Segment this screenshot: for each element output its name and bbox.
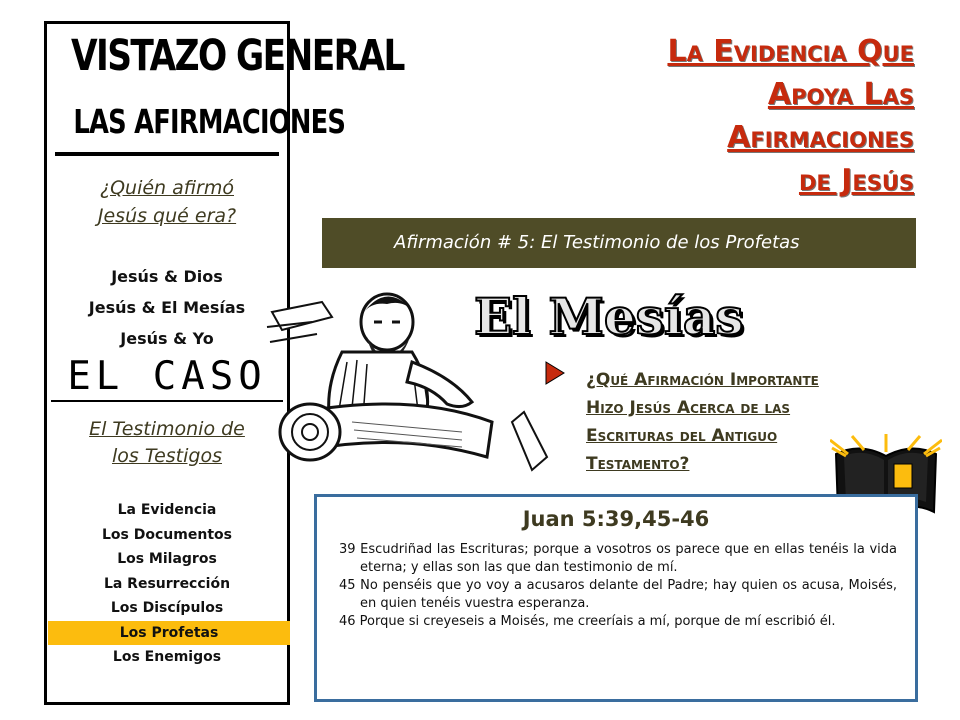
sidebar-item-resurrection[interactable]: La Resurrección xyxy=(103,575,231,592)
sidebar-item-miracles[interactable]: Los Milagros xyxy=(117,551,217,567)
sidebar-question-line2: Jesús qué era? xyxy=(97,205,237,227)
sidebar-item-prophets[interactable]: Los Profetas xyxy=(48,621,290,646)
sidebar-item-documents[interactable]: Los Documentos xyxy=(102,526,232,543)
sidebar-divider xyxy=(55,152,279,156)
question-line2: Hizo Jesús Acerca de las xyxy=(586,398,791,418)
sidebar-item-disciples[interactable]: Los Discípulos xyxy=(110,600,224,616)
page-title-line3: Afirmaciones xyxy=(727,120,914,155)
sidebar-question-line1: ¿Quién afirmó xyxy=(100,177,234,199)
page-title-line4: de Jesús xyxy=(798,163,914,198)
scripture-verses xyxy=(339,541,897,631)
question-line3: Escrituras del Antiguo xyxy=(586,426,778,446)
sidebar-testimony-line1: El Testimonio de xyxy=(89,418,245,440)
sidebar-title: VISTAZO GENERAL xyxy=(71,31,404,81)
sidebar-evidence-list xyxy=(47,498,287,670)
case-heading: EL CASO xyxy=(67,354,267,399)
sidebar-subtitle: LAS AFIRMACIONES xyxy=(73,102,346,141)
question-line4: Testamento? xyxy=(586,454,690,474)
verse-45: 45 No penséis que yo voy a acusaros delante del Padre; hay quien os acusa, Moisés, en quien tenéis vuestra esperanza. xyxy=(339,578,897,611)
messiah-title: El Mesías xyxy=(474,287,744,346)
sidebar-claim-jesus-messiah[interactable]: Jesús & El Mesías xyxy=(88,298,246,317)
verse-46: 46 Porque si creyeseis a Moisés, me creeríais a mí, porque de mí escribió él. xyxy=(339,614,836,629)
sidebar-claim-jesus-me[interactable]: Jesús & Yo xyxy=(120,329,214,348)
page-title-line2: Apoya Las xyxy=(767,77,914,112)
sidebar-testimony-line2: los Testigos xyxy=(111,445,222,467)
sidebar-question xyxy=(47,174,287,230)
sidebar-testimony xyxy=(47,416,287,470)
sidebar-claim-jesus-god[interactable]: Jesús & Dios xyxy=(111,267,223,286)
sidebar-item-enemies[interactable]: Los Enemigos xyxy=(112,649,222,665)
arrow-bullet-icon xyxy=(544,360,566,393)
question-line1: ¿Qué Afirmación Importante xyxy=(586,370,819,390)
case-divider xyxy=(51,400,283,402)
scripture-reference: Juan 5:39,45-46 xyxy=(522,507,710,531)
scripture-box xyxy=(314,494,918,702)
verse-39: 39 Escudriñad las Escrituras; porque a vosotros os parece que en ellas tenéis la vida eterna; y ellas son las que dan testimonio de mí. xyxy=(339,542,897,575)
sidebar-item-evidence[interactable]: La Evidencia xyxy=(117,502,217,518)
sidebar-claims-list xyxy=(47,261,287,354)
overview-sidebar xyxy=(44,21,404,705)
page-title xyxy=(454,30,914,202)
claim-bar: Afirmación # 5: El Testimonio de los Profetas xyxy=(322,218,916,268)
page-title-line1: La Evidencia Que xyxy=(667,34,914,69)
